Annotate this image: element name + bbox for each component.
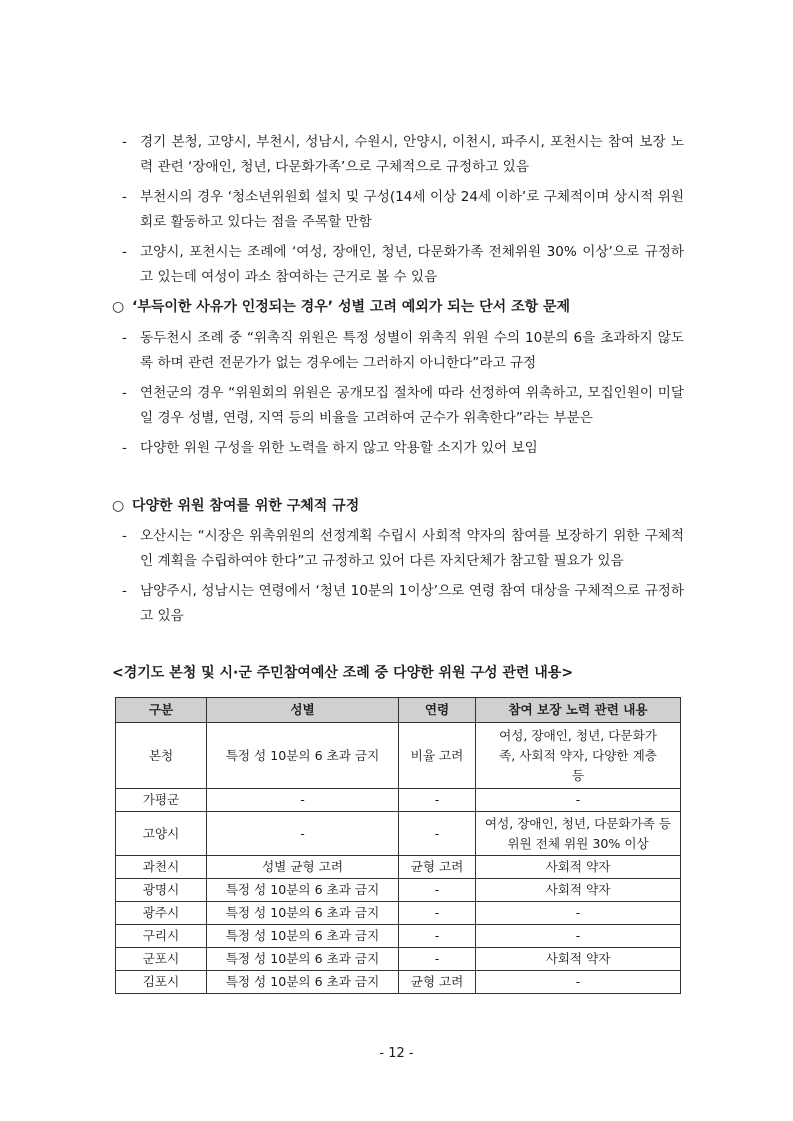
cell-participation: - [476,925,681,948]
bullet-dash: - [122,134,127,150]
bullet-text: 경기 본청, 고양시, 부천시, 성남시, 수원시, 안양시, 이천시, 파주시, 포천시는 참여 보장 노력 관련 ‘장애인, 청년, 다문화가족’으로 구체적으로 규정하고 있음 [140,134,684,175]
committee-composition-table [115,697,681,994]
cell-participation: - [476,902,681,925]
table-row [116,856,681,879]
bullet-text: 고양시, 포천시는 조례에 ‘여성, 장애인, 청년, 다문화가족 전체위원 30% 이상’으로 규정하고 있는데 여성이 과소 참여하는 근거로 볼 수 있음 [140,244,684,285]
list-item [112,130,684,180]
cell-participation: 사회적 약자 [476,856,681,879]
bullet-text: 다양한 위원 구성을 위한 노력을 하지 않고 악용할 소지가 있어 보임 [140,440,538,456]
table-row [116,948,681,971]
cell-participation: 사회적 약자 [476,948,681,971]
table-row [116,789,681,812]
cell-category: 본청 [116,723,207,789]
cell-gender: 특정 성 10분의 6 초과 금지 [207,971,399,994]
heading-marker: ○ [112,299,125,315]
table-row [116,971,681,994]
bullet-text: 연천군의 경우 “위원회의 위원은 공개모집 절차에 따라 선정하여 위촉하고, 모집인원이 미달일 경우 성별, 연령, 지역 등의 비율을 고려하여 군수가 위촉한다”라는 부분은 [140,385,684,426]
heading-text: ‘부득이한 사유가 인정되는 경우’ 성별 고려 예외가 되는 단서 조항 문제 [132,299,571,315]
cell-category: 과천시 [116,856,207,879]
bullet-dash: - [122,385,127,401]
cell-category: 고양시 [116,812,207,856]
bullet-text: 동두천시 조례 중 “위촉직 위원은 특정 성별이 위촉직 위원 수의 10분의 6을 초과하지 않도록 하며 관련 전문가가 없는 경우에는 그러하지 아니한다”라고 규정 [140,330,684,371]
table-title: <경기도 본청 및 시·군 주민참여예산 조례 중 다양한 위원 구성 관련 내용> [112,665,574,681]
bullet-dash: - [122,583,127,599]
header-gender: 성별 [207,698,399,723]
table-row [116,902,681,925]
list-item [112,240,684,290]
header-age: 연령 [399,698,476,723]
cell-gender: 특정 성 10분의 6 초과 금지 [207,879,399,902]
heading-marker: ○ [112,498,125,514]
cell-age: - [399,879,476,902]
cell-age: 균형 고려 [399,856,476,879]
cell-age: 비율 고려 [399,723,476,789]
section-heading-exception-clause [112,295,692,319]
bullet-text: 부천시의 경우 ‘청소년위원회 설치 및 구성(14세 이상 24세 이하’로 구체적이며 상시적 위원회로 활동하고 있다는 점을 주목할 만함 [140,189,684,230]
bullet-dash: - [122,189,127,205]
bullet-dash: - [122,440,127,456]
cell-age: 균형 고려 [399,971,476,994]
section-heading-specific-rules [112,494,692,518]
page-number: - 12 - [379,1046,414,1061]
cell-age: - [399,948,476,971]
cell-category: 김포시 [116,971,207,994]
cell-gender: - [207,789,399,812]
cell-category: 구리시 [116,925,207,948]
bullet-dash: - [122,528,127,544]
table-row [116,812,681,856]
cell-category: 가평군 [116,789,207,812]
table-header-row [116,698,681,723]
list-item [112,579,684,629]
cell-age: - [399,925,476,948]
heading-text: 다양한 위원 참여를 위한 구체적 규정 [132,498,360,514]
cell-gender: - [207,812,399,856]
cell-participation: - [476,789,681,812]
cell-category: 군포시 [116,948,207,971]
cell-age: - [399,812,476,856]
list-item [112,436,684,461]
bullet-dash: - [122,330,127,346]
table-row [116,723,681,789]
bullet-text: 오산시는 “시장은 위촉위원의 선정계획 수립시 사회적 약자의 참여를 보장하기 위한 구체적인 계획을 수립하여야 한다”고 규정하고 있어 다른 자치단체가 참고할 필요가 있음 [140,528,684,569]
cell-gender: 특정 성 10분의 6 초과 금지 [207,925,399,948]
cell-participation: 여성, 장애인, 청년, 다문화가족, 사회적 약자, 다양한 계층 등 [476,723,681,789]
cell-category: 광명시 [116,879,207,902]
cell-gender: 특정 성 10분의 6 초과 금지 [207,902,399,925]
cell-participation: 여성, 장애인, 청년, 다문화가족 등 위원 전체 위원 30% 이상 [476,812,681,856]
section-exception-bullets [112,326,684,461]
cell-gender: 특정 성 10분의 6 초과 금지 [207,723,399,789]
list-item [112,185,684,235]
bullet-text: 남양주시, 성남시는 연령에서 ‘청년 10분의 1이상’으로 연령 참여 대상을 구체적으로 규정하고 있음 [140,583,684,624]
cell-participation: 사회적 약자 [476,879,681,902]
table-row [116,925,681,948]
cell-gender: 특정 성 10분의 6 초과 금지 [207,948,399,971]
section-participation-bullets [112,130,684,290]
header-participation: 참여 보장 노력 관련 내용 [476,698,681,723]
section-specific-rules-bullets [112,524,684,629]
cell-category: 광주시 [116,902,207,925]
cell-participation: - [476,971,681,994]
cell-age: - [399,902,476,925]
cell-gender: 성별 균형 고려 [207,856,399,879]
cell-age: - [399,789,476,812]
list-item [112,326,684,376]
bullet-dash: - [122,244,127,260]
list-item [112,524,684,574]
table-row [116,879,681,902]
list-item [112,381,684,431]
header-category: 구분 [116,698,207,723]
